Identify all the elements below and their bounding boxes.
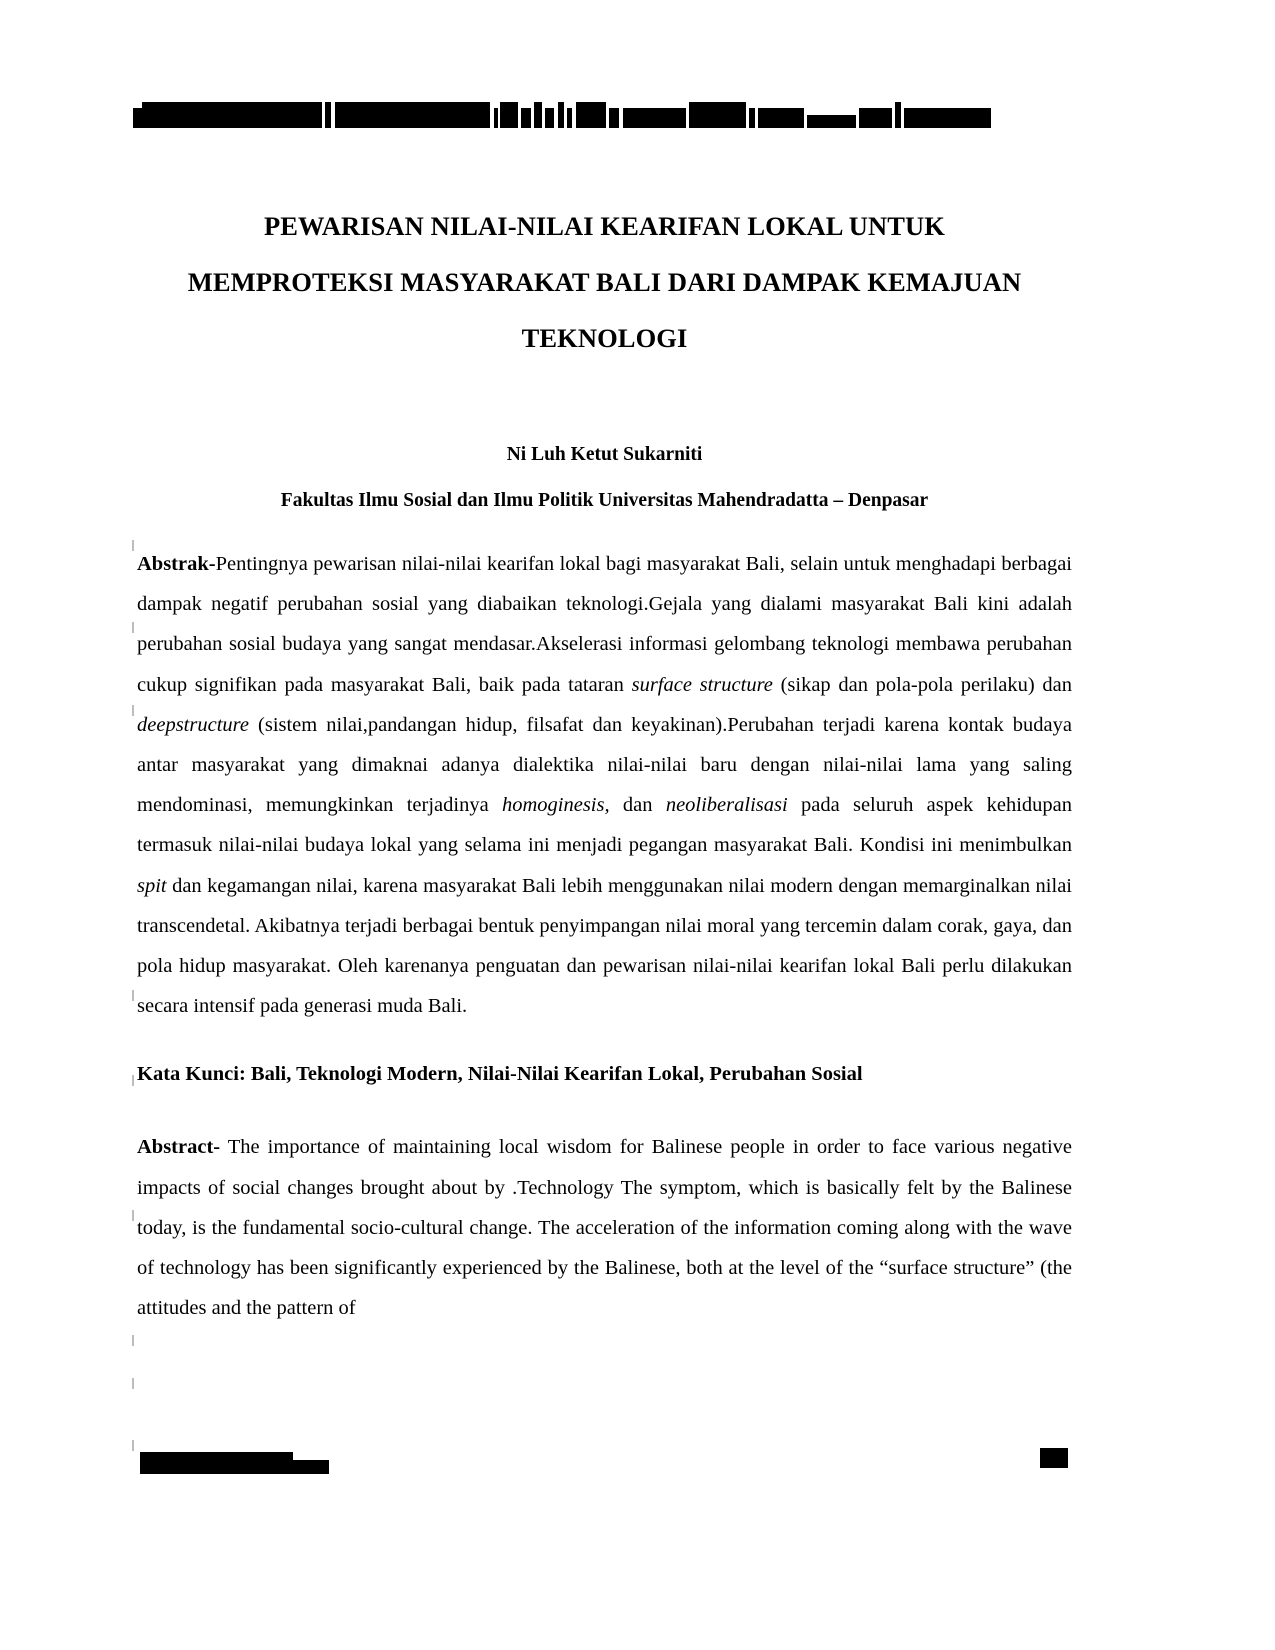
redaction-block — [162, 1452, 174, 1474]
footer-redaction-bar-left — [140, 1450, 380, 1474]
scan-artifact — [132, 705, 134, 716]
redaction-block — [191, 1452, 200, 1474]
footer-redaction-bar-right — [1040, 1448, 1068, 1468]
document-content — [137, 0, 1072, 1328]
abstract-id-text-4: dan — [609, 794, 666, 817]
abstract-id-italic-2: deepstructure — [137, 713, 249, 736]
redaction-block — [174, 1452, 191, 1474]
redaction-block — [293, 1460, 329, 1474]
redaction-block — [245, 1452, 255, 1474]
scan-artifact — [132, 1440, 134, 1451]
redaction-block — [255, 1452, 293, 1474]
abstract-id-italic-3: homoginesis, — [501, 794, 610, 817]
abstract-english — [137, 1094, 1072, 1328]
abstract-id-italic-1: surface structure — [631, 673, 773, 696]
abstract-id-text-1: Pentingnya pewarisan nilai-nilai kearifan lokal bagi masyarakat Bali, selain untuk menghadapi berbagai dampak negatif perubahan sosial yang diabaikan teknologi.Gejala yang dialami masyarakat Bali kini adalah perubahan sosial budaya yang sangat mendasar.Akselerasi informasi gelombang teknologi membawa perubahan cukup signifikan pada masyarakat Bali, baik pada tataran — [137, 553, 1072, 696]
abstract-indonesian-label: Abstrak- — [137, 553, 216, 575]
scan-artifact — [132, 622, 134, 633]
scan-artifact — [132, 1075, 134, 1086]
author-name: Ni Luh Ketut Sukarniti — [506, 444, 703, 465]
scan-artifact — [132, 1335, 134, 1346]
scan-artifact — [132, 990, 134, 1001]
abstract-id-italic-5: spit — [137, 874, 167, 897]
scan-artifact — [132, 540, 134, 551]
abstract-id-text-2: (sikap dan pola-pola perilaku) dan — [772, 673, 1072, 696]
page-title: PEWARISAN NILAI-NILAI KEARIFAN LOKAL UNTUK MEMPROTEKSI MASYARAKAT BALI DARI DAMPAK KEMAJUAN TEKNOLOGI — [187, 211, 1022, 353]
abstract-id-text-6: dan kegamangan nilai, karena masyarakat Bali lebih menggunakan nilai modern dengan memarginalkan nilai transcendetal. Akibatnya terjadi berbagai bentuk penyimpangan nilai moral yang tercemin dalam corak, gaya, dan pola hidup masyarakat. Oleh karenanya penguatan dan pewarisan nilai-nilai kearifan lokal Bali perlu dilakukan secara intensif pada generasi muda Bali. — [137, 874, 1072, 1018]
abstract-id-text-3: (sistem nilai,pandangan hidup, filsafat dan keyakinan).Perubahan terjadi karena kontak budaya antar masyarakat yang dimaknai adanya dialektika nilai-nilai baru dengan nilai-nilai lama yang saling mendominasi, memungkinkan terjadinya — [137, 713, 1072, 817]
abstract-id-text-5: pada seluruh aspek kehidupan termasuk nilai-nilai budaya lokal yang selama ini menjadi pegangan masyarakat Bali. Kondisi ini menimbulkan — [137, 794, 1072, 857]
author-affiliation: Fakultas Ilmu Sosial dan Ilmu Politik Universitas Mahendradatta – Denpasar — [280, 490, 929, 511]
abstract-en-text-1: The importance of maintaining local wisdom for Balinese people in order to face various negative impacts of social changes brought about by .Technology The symptom, which is basically felt by the Balinese today, is the fundamental socio-cultural change. The acceleration of the information coming along with the wave of technology has been significantly experienced by the Balinese, both at the level of the “surface structure” (the attitudes and the pattern of — [137, 1136, 1072, 1320]
redaction-block — [200, 1452, 225, 1474]
keywords-line: Kata Kunci: Bali, Teknologi Modern, Nilai-Nilai Kearifan Lokal, Perubahan Sosial — [137, 1063, 863, 1086]
scan-artifact — [132, 1378, 134, 1389]
abstract-english-label: Abstract- — [137, 1136, 221, 1159]
scan-artifact — [132, 1210, 134, 1221]
redaction-block — [231, 1452, 239, 1474]
redaction-block — [140, 1452, 162, 1474]
abstract-id-italic-4: neoliberalisasi — [665, 794, 788, 817]
abstract-indonesian — [137, 514, 1072, 1026]
redaction-block — [1040, 1448, 1068, 1468]
